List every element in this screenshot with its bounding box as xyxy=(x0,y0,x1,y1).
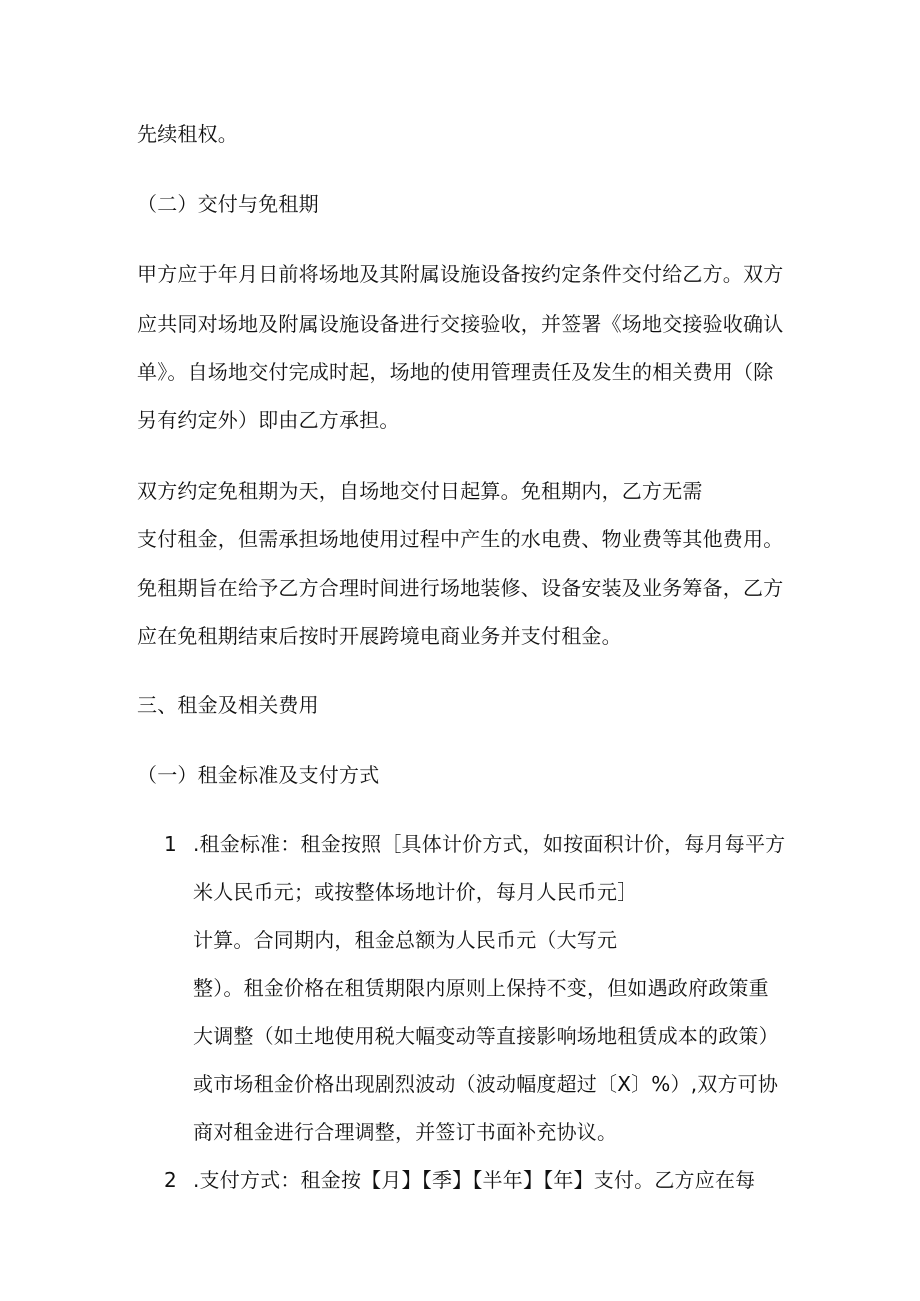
list-item-text: 大调整（如土地使用税大幅变动等直接影响场地租赁成本的政策） xyxy=(193,1024,779,1048)
list-item-text: .支付方式：租金按【月】【季】【半年】【年】支付。乙方应在每 xyxy=(193,1168,756,1192)
text-line: 另有约定外）即由乙方承担。 xyxy=(137,408,400,432)
section-heading: （二）交付与免租期 xyxy=(137,192,319,216)
list-item-text: 整）。租金价格在租赁期限内原则上保持不变，但如遇政府政策重 xyxy=(193,976,769,1000)
text-line: 免租期旨在给予乙方合理时间进行场地装修、设备安装及业务筹备，乙方 xyxy=(137,576,784,600)
list-item-number: 1 xyxy=(164,832,177,856)
list-item-number: 2 xyxy=(164,1168,177,1192)
text-line: 先续租权。 xyxy=(137,122,238,146)
section-heading: （一）租金标准及支付方式 xyxy=(137,763,380,787)
list-item-text: 米人民币元；或按整体场地计价，每月人民币元］ xyxy=(193,880,638,904)
list-item-text: .租金标准：租金按照［具体计价方式，如按面积计价，每月每平方 xyxy=(193,832,786,856)
text-line: 应在免租期结束后按时开展跨境电商业务并支付租金。 xyxy=(137,624,622,648)
text-line: 应共同对场地及附属设施设备进行交接验收，并签署《场地交接验收确认 xyxy=(137,312,784,336)
text-line: 双方约定免租期为天，自场地交付日起算。免租期内，乙方无需 xyxy=(137,479,703,503)
chapter-heading: 三、租金及相关费用 xyxy=(137,693,319,717)
text-line: 单》。自场地交付完成时起，场地的使用管理责任及发生的相关费用（除 xyxy=(137,360,774,384)
text-line: 支付租金，但需承担场地使用过程中产生的水电费、物业费等其他费用。 xyxy=(137,527,784,551)
list-item-text: 计算。合同期内，租金总额为人民币元（大写元 xyxy=(193,928,618,952)
text-line: 甲方应于年月日前将场地及其附属设施设备按约定条件交付给乙方。双方 xyxy=(137,262,784,286)
list-item-text: 或市场租金价格出现剧烈波动（波动幅度超过〔X〕%）,双方可协 xyxy=(193,1072,779,1096)
list-item-text: 商对租金进行合理调整，并签订书面补充协议。 xyxy=(193,1120,618,1144)
